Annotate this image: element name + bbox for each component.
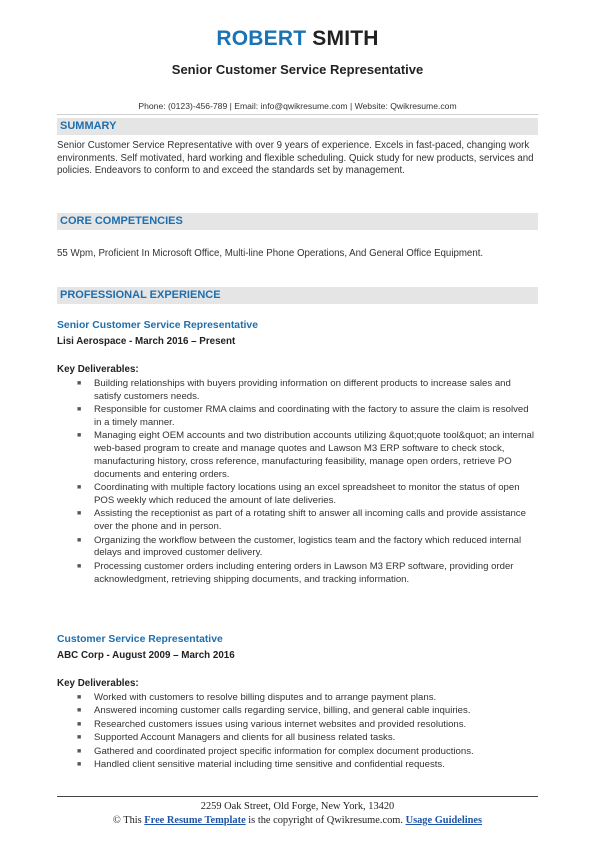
- bullet-icon: ■: [77, 484, 82, 492]
- footer-address: 2259 Oak Street, Old Forge, New York, 13420: [200, 801, 395, 812]
- bullet-icon: ■: [77, 707, 82, 715]
- summary-heading: SUMMARY: [57, 118, 538, 135]
- bullet-icon: ■: [77, 694, 82, 701]
- job-company: ABC Corp - August 2009 – March 2016: [57, 650, 235, 661]
- list-item: ■ Researched customers issues using various internet websites and provided resolutions.: [77, 718, 467, 730]
- list-item: ■ Answered incoming customer calls regarding service, billing, and general cable inquiries.: [77, 705, 471, 717]
- list-item: ■ Managing eight OEM accounts and two distribution accounts utilizing &quot;quote tool&quot; an internal web-based program to create and manage quotes and Lawson M3 ERP software to check stock, manufacturing history, cross reference, manufacturing feasibility, manage open orders, retrieve PO documents and entering orders.: [77, 430, 534, 480]
- bullet-icon: ■: [77, 432, 82, 440]
- list-item: ■ Building relationships with buyers providing information on different products to increase sales and satisfy customers needs.: [77, 378, 511, 402]
- footer-copyright: © This Free Resume Template is the copyright of Qwikresume.com. Usage Guidelines: [112, 815, 483, 826]
- list-item: ■ Worked with customers to resolve billing disputes and to arrange payment plans.: [77, 692, 437, 703]
- contact-line: Phone: (0123)-456-789 | Email: info@qwikresume.com | Website: Qwikresume.com: [138, 101, 457, 111]
- bullet-icon: ■: [77, 734, 82, 742]
- list-item: ■ Responsible for customer RMA claims and coordinating with the factory to assure the claim is resolved in a timely manner.: [77, 404, 529, 428]
- bullet-icon: ■: [77, 406, 82, 414]
- bullet-icon: ■: [77, 536, 82, 544]
- bullet-icon: ■: [77, 760, 82, 768]
- usage-guidelines-link[interactable]: Usage Guidelines: [405, 815, 483, 826]
- bullet-icon: ■: [77, 747, 82, 755]
- summary-text: Senior Customer Service Representative with over 9 years of experience. Excels in fast-paced, changing work environments. Self motivated, hard working and flexible scheduling. Quick study for new products, services and policies. Endeavors to conform to and exceed the standards set by management.: [57, 140, 534, 177]
- list-item: ■ Processing customer orders including entering orders in Lawson M3 ERP software, providing order acknowledgment, retrieving shipping documents, and tracking information.: [77, 560, 514, 585]
- competencies-text: 55 Wpm, Proficient In Microsoft Office, Multi-line Phone Operations, And General Office Equipment.: [57, 248, 484, 259]
- list-item: ■ Organizing the workflow between the customer, logistics team and the factory which reduced internal delays and improved customer delivery.: [77, 534, 522, 559]
- bullet-icon: ■: [77, 510, 82, 518]
- job-bullets: [75, 378, 538, 587]
- job-title: Senior Customer Service Representative: [57, 320, 258, 331]
- candidate-title: Senior Customer Service Representative: [171, 62, 424, 77]
- list-item: ■ Coordinating with multiple factory locations using an excel spreadsheet to monitor the status of open POS weekly which reduced the amount of late deliveries.: [77, 482, 520, 506]
- key-deliverables-label: Key Deliverables:: [57, 678, 139, 689]
- bullet-icon: ■: [77, 380, 82, 387]
- job-bullets: [75, 692, 538, 772]
- bullet-icon: ■: [77, 720, 82, 728]
- experience-heading: PROFESSIONAL EXPERIENCE: [57, 287, 538, 304]
- free-resume-template-link[interactable]: Free Resume Template: [144, 815, 246, 826]
- list-item: ■ Handled client sensitive material including time sensitive and confidential requests.: [77, 758, 445, 770]
- list-item: ■ Assisting the receptionist as part of a rotating shift to answer all incoming calls and provide assistance over the phone and in person.: [77, 508, 526, 533]
- list-item: ■ Supported Account Managers and clients for all business related tasks.: [77, 732, 396, 744]
- header-divider: [57, 114, 538, 115]
- competencies-heading: CORE COMPETENCIES: [57, 213, 538, 230]
- job-title: Customer Service Representative: [57, 634, 223, 645]
- last-name: SMITH: [312, 27, 379, 50]
- candidate-name: [0, 26, 595, 52]
- key-deliverables-label: Key Deliverables:: [57, 364, 139, 375]
- footer-divider: [57, 796, 538, 797]
- bullet-icon: ■: [77, 562, 82, 570]
- list-item: ■ Gathered and coordinated project specific information for complex document productions.: [77, 745, 474, 757]
- job-company: Lisi Aerospace - March 2016 – Present: [57, 336, 236, 347]
- first-name: ROBERT: [216, 27, 307, 50]
